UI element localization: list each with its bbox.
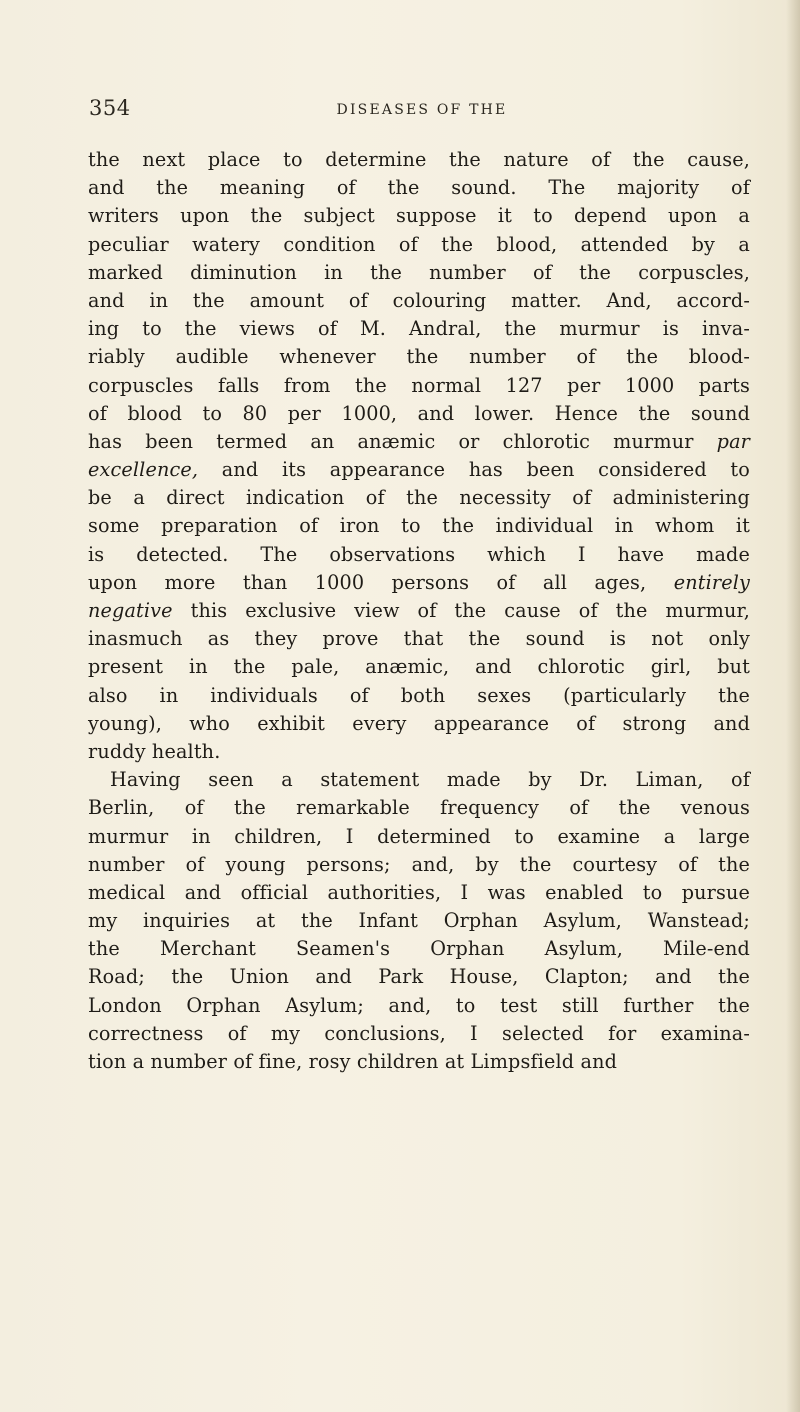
text-segment: marked diminution in the number of the corpuscles, xyxy=(88,260,750,284)
text-line xyxy=(88,456,750,484)
italic-text: negative xyxy=(88,599,173,622)
text-line xyxy=(88,372,750,400)
text-segment: ing to the views of M. Andral, the murmur is inva- xyxy=(88,317,750,341)
text-segment: and the meaning of the sound. The majority of xyxy=(88,176,750,200)
paragraph xyxy=(88,766,750,1076)
text-segment: my inquiries at the Infant Orphan Asylum, Wanstead; xyxy=(88,909,750,933)
text-segment: correctness of my conclusions, I selected for examina- xyxy=(88,1021,750,1045)
text-line xyxy=(88,541,750,569)
text-line xyxy=(88,766,750,794)
text-line xyxy=(88,315,750,343)
text-segment: writers upon the subject suppose it to depend upon a xyxy=(88,204,750,228)
text-line xyxy=(88,625,750,653)
text-segment: upon more than 1000 persons of all ages, xyxy=(88,570,674,594)
text-segment: the next place to determine the nature of the cause, xyxy=(88,148,750,171)
text-line xyxy=(88,653,750,681)
text-segment: murmur in children, I determined to examine a large xyxy=(88,824,750,848)
text-segment: Berlin, of the remarkable frequency of the venous xyxy=(88,796,750,820)
text-segment: and its appearance has been considered to xyxy=(198,458,750,482)
text-line xyxy=(88,569,750,597)
text-segment: and in the amount of colouring matter. And, accord- xyxy=(88,288,750,312)
text-segment: of blood to 80 per 1000, and lower. Hence the sound xyxy=(88,401,750,425)
text-line xyxy=(88,484,750,512)
text-segment: has been termed an anæmic or chlorotic murmur xyxy=(88,429,717,453)
text-line xyxy=(88,146,750,174)
text-line xyxy=(88,879,750,907)
text-line xyxy=(88,512,750,540)
text-line xyxy=(88,823,750,851)
text-segment: the Merchant Seamen's Orphan Asylum, Mile-end xyxy=(88,937,750,961)
text-line xyxy=(88,851,750,879)
text-line xyxy=(88,794,750,822)
text-segment: young), who exhibit every appearance of strong and xyxy=(88,711,750,735)
text-segment: medical and official authorities, I was enabled to pursue xyxy=(88,880,750,904)
text-segment: some preparation of iron to the individual in whom it xyxy=(88,514,750,538)
text-segment: this exclusive view of the cause of the murmur, xyxy=(172,599,750,622)
text-line xyxy=(88,682,750,710)
text-line xyxy=(88,259,750,287)
text-segment: also in individuals of both sexes (particularly the xyxy=(88,683,750,707)
page-edge-shadow xyxy=(786,0,800,1412)
text-segment: ruddy health. xyxy=(88,739,221,763)
text-line xyxy=(88,202,750,230)
text-line xyxy=(88,343,750,371)
text-line xyxy=(88,907,750,935)
text-segment: Having seen a statement made by Dr. Liman, of xyxy=(110,768,750,792)
italic-text: excellence, xyxy=(88,458,199,482)
italic-text: entirely xyxy=(673,570,750,594)
text-line xyxy=(88,1020,750,1048)
running-head-title: DISEASES OF THE xyxy=(336,102,508,118)
text-line xyxy=(88,1048,750,1076)
text-segment: corpuscles falls from the normal 127 per 1000 parts xyxy=(88,373,750,397)
text-line xyxy=(88,992,750,1020)
text-segment: peculiar watery condition of the blood, attended by a xyxy=(88,232,750,256)
text-line xyxy=(88,400,750,428)
italic-text: par xyxy=(716,429,750,453)
text-segment: London Orphan Asylum; and, to test still further the xyxy=(88,993,750,1017)
text-segment: Road; the Union and Park House, Clapton; and the xyxy=(88,965,750,989)
text-segment: riably audible whenever the number of the blood- xyxy=(88,345,750,369)
text-segment: inasmuch as they prove that the sound is not only xyxy=(88,627,750,651)
text-segment: tion a number of fine, rosy children at Limpsfield and xyxy=(88,1050,618,1073)
running-head xyxy=(0,102,800,118)
text-line xyxy=(88,231,750,259)
paragraph xyxy=(88,146,750,766)
page-number: 354 xyxy=(89,96,131,120)
body-text xyxy=(88,146,750,1076)
text-line xyxy=(88,428,750,456)
text-line xyxy=(88,287,750,315)
text-segment: present in the pale, anæmic, and chlorotic girl, but xyxy=(88,655,750,679)
text-line xyxy=(88,597,750,625)
text-line xyxy=(88,738,750,766)
text-segment: number of young persons; and, by the courtesy of the xyxy=(88,852,750,876)
text-line xyxy=(88,174,750,202)
text-line xyxy=(88,710,750,738)
text-line xyxy=(88,935,750,963)
text-segment: be a direct indication of the necessity of administering xyxy=(88,486,750,510)
text-line xyxy=(88,963,750,991)
text-segment: is detected. The observations which I have made xyxy=(88,542,750,566)
